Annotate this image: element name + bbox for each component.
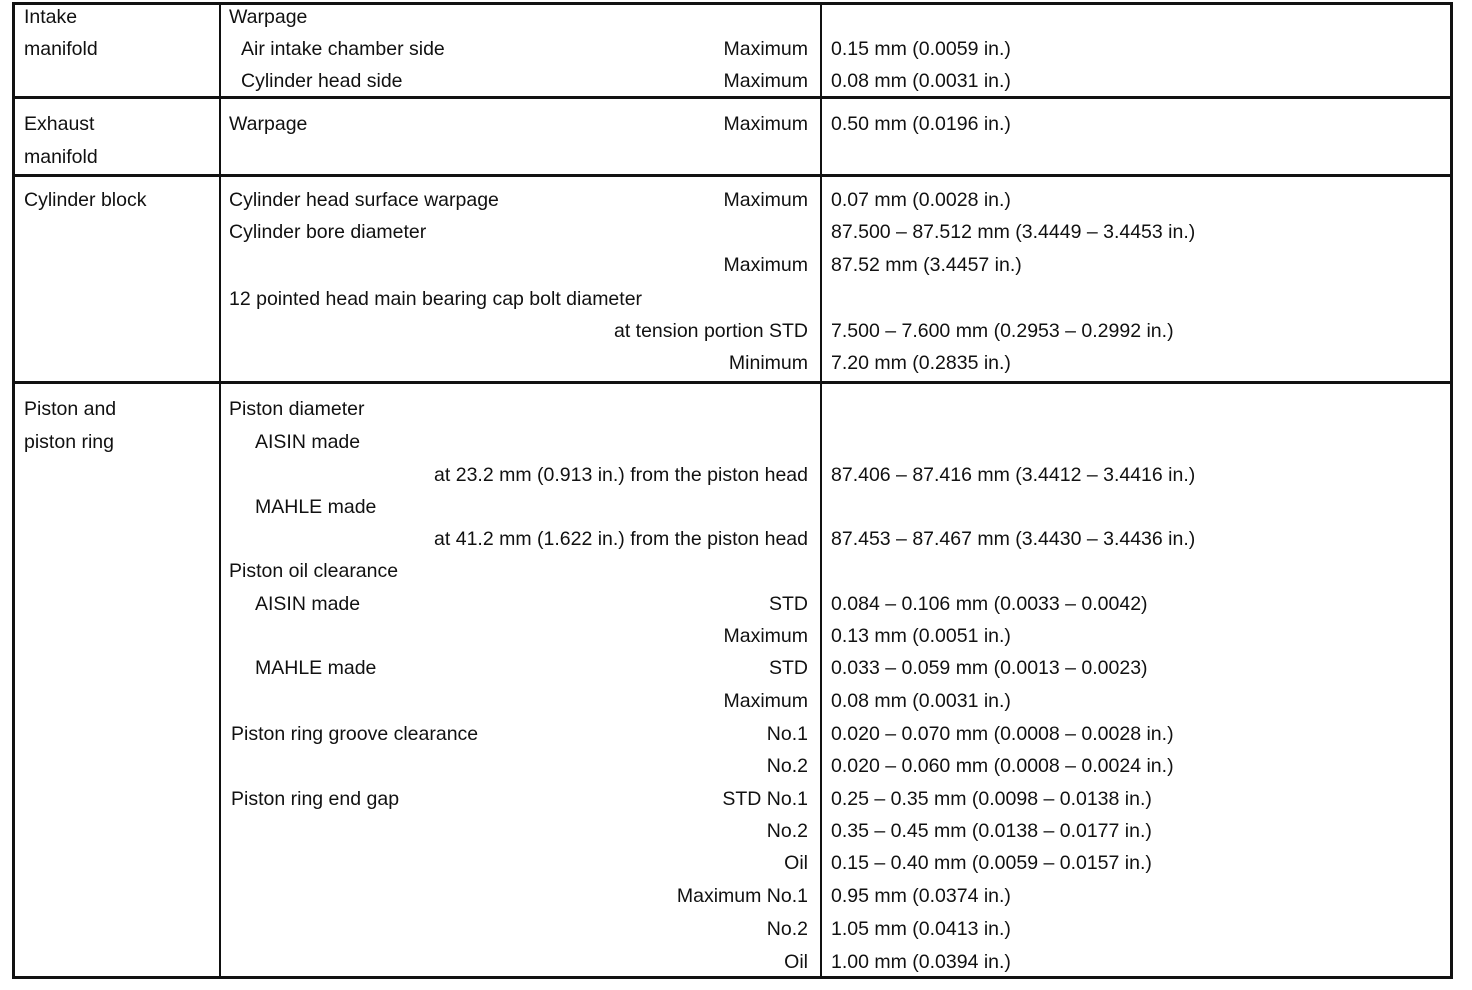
component-label: Exhaust <box>24 113 95 135</box>
component-label: Intake <box>24 6 78 28</box>
condition-label: No.2 <box>766 918 808 940</box>
condition-label: Maximum <box>723 189 808 211</box>
condition-label: No.2 <box>766 755 808 777</box>
condition-label: Maximum <box>723 38 808 60</box>
spec-value: 87.500 – 87.512 mm (3.4449 – 3.4453 in.) <box>831 221 1196 243</box>
spec-value: 0.084 – 0.106 mm (0.0033 – 0.0042) <box>831 593 1148 615</box>
condition-label: Maximum <box>723 70 808 92</box>
column-divider-1 <box>219 2 221 979</box>
condition-label: at 23.2 mm (0.913 in.) from the piston head <box>434 464 808 486</box>
spec-value: 0.95 mm (0.0374 in.) <box>831 885 1011 907</box>
item-label: Piston diameter <box>229 398 365 420</box>
component-label: Cylinder block <box>24 189 147 211</box>
section-divider <box>12 381 1453 384</box>
item-label: Cylinder head side <box>241 70 403 92</box>
condition-label: Maximum <box>723 254 808 276</box>
item-label: MAHLE made <box>255 496 377 518</box>
spec-value: 0.13 mm (0.0051 in.) <box>831 625 1011 647</box>
item-label: Cylinder bore diameter <box>229 221 427 243</box>
spec-value: 0.15 mm (0.0059 in.) <box>831 38 1011 60</box>
item-label: AISIN made <box>255 431 361 453</box>
condition-label: No.1 <box>766 723 808 745</box>
spec-value: 87.453 – 87.467 mm (3.4430 – 3.4436 in.) <box>831 528 1196 550</box>
condition-label: at tension portion STD <box>613 320 808 342</box>
spec-value: 87.406 – 87.416 mm (3.4412 – 3.4416 in.) <box>831 464 1196 486</box>
spec-value: 7.20 mm (0.2835 in.) <box>831 352 1011 374</box>
item-label: MAHLE made <box>255 657 377 679</box>
condition-label: STD No.1 <box>722 788 808 810</box>
condition-label: Maximum <box>723 625 808 647</box>
condition-label: Oil <box>784 951 808 973</box>
item-label: Piston oil clearance <box>229 560 399 582</box>
spec-value: 0.50 mm (0.0196 in.) <box>831 113 1011 135</box>
item-label: Air intake chamber side <box>241 38 445 60</box>
section-divider <box>12 96 1453 99</box>
condition-label: Maximum <box>723 690 808 712</box>
component-label: manifold <box>24 146 98 168</box>
condition-label: Minimum <box>728 352 808 374</box>
spec-value: 0.07 mm (0.0028 in.) <box>831 189 1011 211</box>
condition-label: STD <box>769 657 808 679</box>
component-label: piston ring <box>24 431 114 453</box>
component-label: Piston and <box>24 398 117 420</box>
condition-label: Maximum <box>723 113 808 135</box>
item-label: Cylinder head surface warpage <box>229 189 499 211</box>
condition-label: STD <box>769 593 808 615</box>
condition-label: Maximum No.1 <box>676 885 808 907</box>
spec-value: 7.500 – 7.600 mm (0.2953 – 0.2992 in.) <box>831 320 1174 342</box>
condition-label: No.2 <box>766 820 808 842</box>
spec-value: 87.52 mm (3.4457 in.) <box>831 254 1022 276</box>
item-label: Piston ring groove clearance <box>231 723 479 745</box>
spec-value: 0.020 – 0.070 mm (0.0008 – 0.0028 in.) <box>831 723 1174 745</box>
item-label: Warpage <box>229 6 308 28</box>
spec-value: 0.033 – 0.059 mm (0.0013 – 0.0023) <box>831 657 1148 679</box>
condition-label: Oil <box>784 852 808 874</box>
condition-label: at 41.2 mm (1.622 in.) from the piston head <box>434 528 808 550</box>
section-divider <box>12 174 1453 177</box>
item-label: Piston ring end gap <box>231 788 400 810</box>
spec-value: 0.25 – 0.35 mm (0.0098 – 0.0138 in.) <box>831 788 1152 810</box>
component-label: manifold <box>24 38 98 60</box>
spec-value: 0.35 – 0.45 mm (0.0138 – 0.0177 in.) <box>831 820 1152 842</box>
item-label: 12 pointed head main bearing cap bolt diameter <box>229 288 643 310</box>
spec-value: 0.15 – 0.40 mm (0.0059 – 0.0157 in.) <box>831 852 1152 874</box>
spec-value: 1.05 mm (0.0413 in.) <box>831 918 1011 940</box>
spec-value: 0.020 – 0.060 mm (0.0008 – 0.0024 in.) <box>831 755 1174 777</box>
spec-value: 0.08 mm (0.0031 in.) <box>831 70 1011 92</box>
table-frame <box>12 2 1453 979</box>
spec-value: 1.00 mm (0.0394 in.) <box>831 951 1011 973</box>
item-label: AISIN made <box>255 593 361 615</box>
column-divider-2 <box>820 2 822 979</box>
item-label: Warpage <box>229 113 308 135</box>
spec-value: 0.08 mm (0.0031 in.) <box>831 690 1011 712</box>
